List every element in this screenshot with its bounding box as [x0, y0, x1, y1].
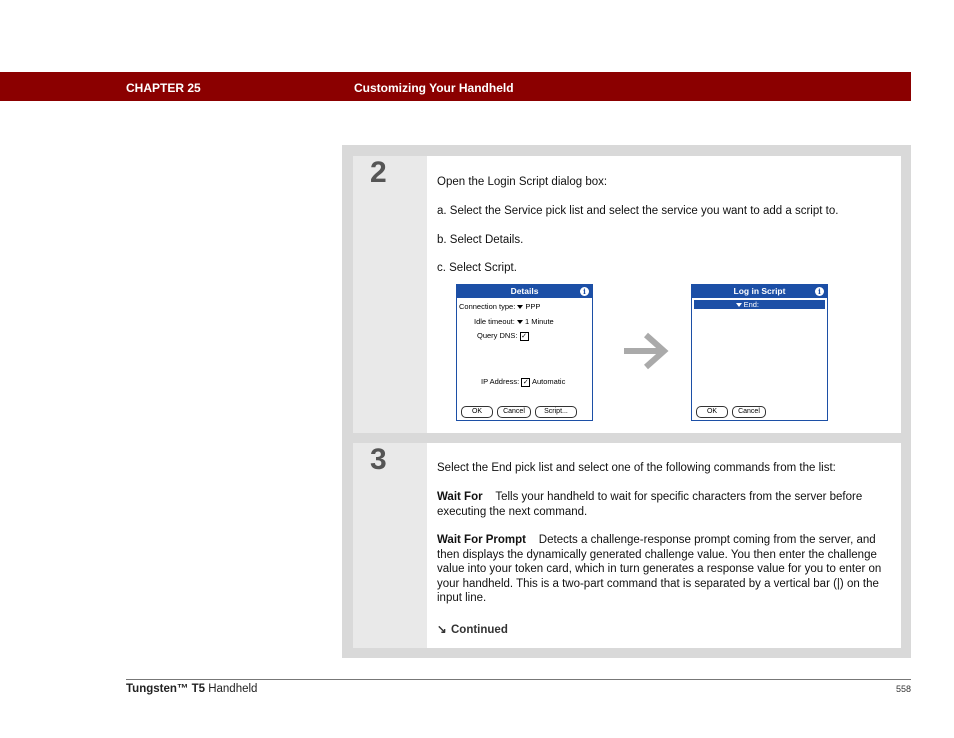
term-wait-for	[437, 490, 892, 519]
chevron-down-icon	[517, 320, 523, 324]
step-3-content	[427, 443, 901, 648]
step-item-b: b. Select Details.	[437, 234, 524, 246]
term-label: Wait For	[437, 491, 483, 503]
step-2-number-cell	[353, 156, 427, 433]
cancel-button: Cancel	[732, 406, 766, 418]
arrow-right-icon	[622, 331, 670, 371]
dialog-title: Log in Script	[692, 285, 827, 298]
step-item-a: a. Select the Service pick list and select the service you want to add a script to.	[437, 205, 839, 217]
step-3-number-cell	[353, 443, 427, 648]
checkbox-checked-icon: ✓	[522, 378, 529, 386]
term-label: Wait For Prompt	[437, 534, 527, 546]
chapter-header-bar	[0, 72, 911, 101]
dialog-title: Details	[457, 285, 592, 298]
connection-type-row: Connection type: PPP	[459, 302, 541, 311]
ok-button: OK	[461, 406, 493, 418]
chevron-down-icon	[517, 305, 523, 309]
step-number: 3	[370, 443, 387, 476]
step-item-c: c. Select Script.	[437, 262, 517, 274]
login-script-dialog-screenshot	[691, 284, 828, 421]
continued-link[interactable]: ↘ Continued	[437, 624, 508, 636]
cancel-button: Cancel	[497, 406, 531, 418]
footer-product: Tungsten™ T5 Handheld	[126, 683, 258, 695]
info-icon: i	[815, 287, 824, 296]
term-description: Detects a challenge-response prompt coming from the server, and then displays the dynamically generated challenge value. You then enter the challenge value into your token card, which in turn generates a response value for you to enter on your handheld. This is a two-part command that is separated by a vertical bar (|) on the input line.	[437, 534, 882, 605]
page-number: 558	[895, 684, 911, 694]
step-2-content	[427, 156, 901, 433]
chapter-label: CHAPTER 25	[126, 81, 201, 95]
idle-timeout-row: Idle timeout: 1 Minute	[474, 317, 554, 326]
details-dialog-screenshot	[456, 284, 593, 421]
term-wait-for-prompt	[437, 533, 892, 606]
arrow-down-right-icon: ↘	[437, 624, 447, 636]
info-icon: i	[580, 287, 589, 296]
step-intro: Open the Login Script dialog box:	[437, 176, 608, 188]
step-number: 2	[370, 156, 387, 189]
ok-button: OK	[696, 406, 728, 418]
checkbox-checked-icon: ✓	[521, 332, 527, 340]
ip-address-row: IP Address: ✓ Automatic	[481, 377, 566, 386]
chevron-down-icon	[736, 303, 742, 307]
end-pick-list: End:	[694, 300, 825, 309]
footer-divider	[126, 679, 911, 680]
steps-box	[342, 145, 911, 658]
chapter-title: Customizing Your Handheld	[354, 81, 514, 95]
term-description: Tells your handheld to wait for specific characters from the server before executing the next command.	[437, 491, 863, 518]
query-dns-row: Query DNS: ✓	[477, 331, 527, 340]
script-button: Script...	[535, 406, 577, 418]
step-intro: Select the End pick list and select one of the following commands from the list:	[437, 462, 836, 474]
